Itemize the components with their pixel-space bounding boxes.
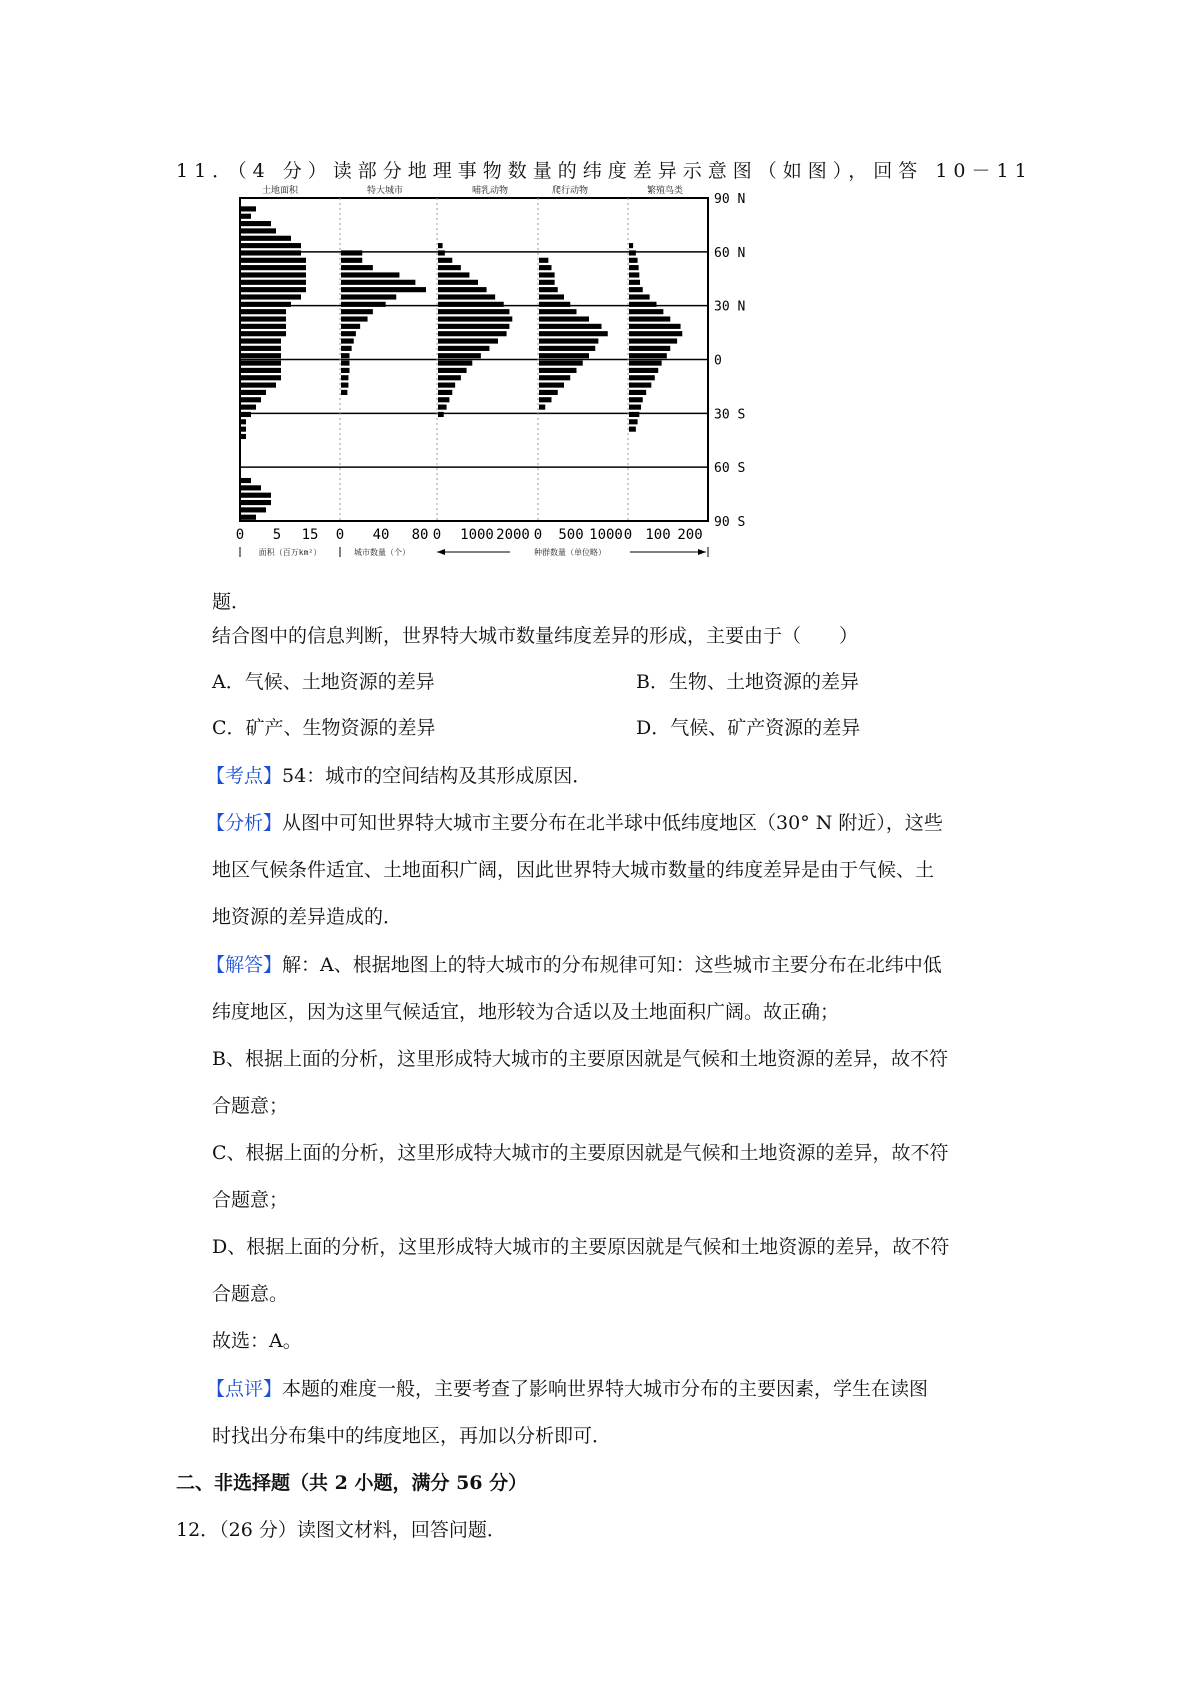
latitude-distribution-figure xyxy=(235,186,760,558)
bar xyxy=(341,368,350,373)
bar xyxy=(241,478,251,483)
bar xyxy=(241,390,266,395)
tick-label: 1000 xyxy=(460,527,494,543)
bar xyxy=(241,287,306,292)
bar xyxy=(629,383,651,388)
bar xyxy=(241,405,256,410)
bar xyxy=(341,361,350,366)
bar xyxy=(629,397,643,402)
bar xyxy=(241,383,276,388)
bar xyxy=(341,265,373,270)
bar xyxy=(539,294,564,299)
bar xyxy=(539,280,555,285)
bar xyxy=(241,500,271,505)
bar xyxy=(241,324,286,329)
bar xyxy=(438,375,461,380)
bar xyxy=(241,338,281,343)
panel-title: 哺乳动物 xyxy=(471,186,509,196)
bar xyxy=(629,258,638,263)
bar xyxy=(629,280,640,285)
bar xyxy=(438,405,447,410)
bar xyxy=(241,507,266,512)
tick-label: 0 xyxy=(432,527,442,543)
unit-arrow-head xyxy=(698,549,706,555)
latitude-label: 0 xyxy=(714,353,722,369)
bar xyxy=(539,361,583,366)
bar xyxy=(539,287,558,292)
bar xyxy=(539,390,558,395)
bar xyxy=(438,265,461,270)
bar xyxy=(629,265,639,270)
kaodian-paragraph xyxy=(206,762,591,790)
dianping-line-2: 时找出分布集中的纬度地区，再加以分析即可． xyxy=(212,1425,612,1447)
fenxi-line-2: 地区气候条件适宜、土地面积广阔，因此世界特大城市数量的纬度差异是由于气候、土 xyxy=(212,859,935,881)
bar xyxy=(539,258,548,263)
question-11-header: 11．（4 分）读部分地理事物数量的纬度差异示意图（如图），回答 10－11 xyxy=(176,160,1033,182)
unit-label: 面积（百万km²） xyxy=(258,548,322,557)
question-11-header-tail: 题． xyxy=(212,591,251,613)
jieda-line-9: 故选：A。 xyxy=(212,1330,302,1352)
bar xyxy=(629,427,636,432)
bar xyxy=(438,272,469,277)
bar xyxy=(241,515,256,520)
bar xyxy=(539,383,564,388)
bar xyxy=(241,493,271,498)
kaodian-tag: 【考点】 xyxy=(206,765,283,787)
bar xyxy=(629,361,662,366)
bar xyxy=(241,214,251,219)
bar xyxy=(539,324,602,329)
option-d: D．气候、矿产资源的差异 xyxy=(636,717,861,739)
dianping-line-1 xyxy=(206,1375,928,1403)
bar xyxy=(241,280,306,285)
bar xyxy=(438,331,507,336)
bar xyxy=(438,390,452,395)
bar xyxy=(629,294,650,299)
jieda-line-4: 合题意； xyxy=(212,1095,289,1117)
bar xyxy=(341,331,356,336)
jieda-line-3: B、根据上面的分析，这里形成特大城市的主要原因就是气候和土地资源的差异，故不符 xyxy=(212,1048,948,1070)
bar xyxy=(341,324,360,329)
bar xyxy=(241,434,246,439)
bar xyxy=(438,338,498,343)
bar xyxy=(241,375,281,380)
fenxi-tag: 【分析】 xyxy=(206,812,283,834)
question-12-header: 12．（26 分）读图文材料，回答问题． xyxy=(176,1519,506,1541)
tick-label: 0 xyxy=(533,527,543,543)
bar xyxy=(341,280,415,285)
bar xyxy=(629,316,670,321)
jieda-line-8: 合题意。 xyxy=(212,1283,289,1305)
bar xyxy=(539,309,577,314)
tick-label: 0 xyxy=(335,527,345,543)
bar xyxy=(539,397,552,402)
bar xyxy=(629,309,663,314)
tick-label: 1000 xyxy=(589,527,623,543)
jieda-line-5: C、根据上面的分析，这里形成特大城市的主要原因就是气候和土地资源的差异，故不符 xyxy=(212,1142,949,1164)
bar xyxy=(341,383,348,388)
jieda-line-2: 纬度地区，因为这里气候适宜，地形较为合适以及土地面积广阔。故正确； xyxy=(212,1001,840,1023)
section-2-heading: 二、非选择题（共 2 小题，满分 56 分） xyxy=(176,1472,528,1494)
bar xyxy=(241,265,306,270)
latitude-label: 60 N xyxy=(714,245,746,261)
bar xyxy=(341,316,368,321)
jieda-line-6: 合题意； xyxy=(212,1189,289,1211)
bar xyxy=(241,236,291,241)
bar xyxy=(241,485,261,490)
bar xyxy=(241,316,286,321)
bar xyxy=(539,375,570,380)
bar xyxy=(629,419,638,424)
bar xyxy=(539,405,545,410)
bar xyxy=(438,324,509,329)
bar xyxy=(629,287,643,292)
bar xyxy=(629,324,681,329)
bar xyxy=(438,361,472,366)
bar xyxy=(629,353,667,358)
bar xyxy=(629,375,655,380)
bar xyxy=(241,361,281,366)
bar xyxy=(241,228,276,233)
panel-title: 土地面积 xyxy=(261,186,299,196)
kaodian-text: 54：城市的空间结构及其形成原因． xyxy=(282,765,592,787)
tick-label: 2000 xyxy=(496,527,530,543)
bar xyxy=(539,353,589,358)
latitude-label: 30 N xyxy=(714,299,746,315)
bar xyxy=(341,294,396,299)
bar xyxy=(438,280,478,285)
bar xyxy=(539,272,555,277)
bar xyxy=(341,258,362,263)
bar xyxy=(241,331,286,336)
unit-arrow-head xyxy=(437,549,445,555)
bar xyxy=(341,346,352,351)
bar xyxy=(241,368,281,373)
panel-title: 爬行动物 xyxy=(551,186,589,196)
jieda-line-7: D、根据上面的分析，这里形成特大城市的主要原因就是气候和土地资源的差异，故不符 xyxy=(212,1236,950,1258)
tick-label: 500 xyxy=(558,527,584,543)
unit-label: 种群数量（单位略） xyxy=(534,548,606,557)
option-a: A．气候、土地资源的差异 xyxy=(212,671,435,693)
option-c: C．矿产、生物资源的差异 xyxy=(212,717,436,739)
bar xyxy=(438,294,495,299)
bar xyxy=(629,243,633,248)
bar xyxy=(341,309,373,314)
bar xyxy=(629,272,639,277)
fenxi-line-1 xyxy=(206,809,943,837)
latitude-label: 90 S xyxy=(714,515,746,530)
bar xyxy=(539,338,598,343)
tick-label: 0 xyxy=(235,527,245,543)
bar xyxy=(241,258,306,263)
bar xyxy=(241,294,301,299)
bar xyxy=(438,258,452,263)
bar xyxy=(438,316,512,321)
bar xyxy=(629,390,646,395)
tick-label: 40 xyxy=(372,527,390,543)
dianping-tag: 【点评】 xyxy=(206,1378,283,1400)
bar xyxy=(241,243,301,248)
bar xyxy=(539,265,552,270)
bar xyxy=(629,368,658,373)
fenxi-line-3: 地资源的差异造成的． xyxy=(212,906,403,928)
bar xyxy=(539,368,577,373)
latitude-label: 30 S xyxy=(714,407,746,423)
tick-label: 100 xyxy=(645,527,671,543)
bar xyxy=(241,221,271,226)
bar xyxy=(341,272,399,277)
bar xyxy=(438,243,443,248)
panel-title: 特大城市 xyxy=(366,186,404,196)
latitude-label: 90 N xyxy=(714,192,746,207)
bar xyxy=(438,346,489,351)
bar xyxy=(241,272,306,277)
question-11-stem: 结合图中的信息判断，世界特大城市数量纬度差异的形成，主要由于（ ） xyxy=(212,625,859,647)
bar xyxy=(629,331,682,336)
tick-label: 5 xyxy=(272,527,282,543)
bar xyxy=(341,353,350,358)
dianping-text: 本题的难度一般，主要考查了影响世界特大城市分布的主要因素，学生在读图 xyxy=(282,1378,929,1400)
bar xyxy=(629,405,641,410)
latitude-label: 60 S xyxy=(714,461,746,477)
unit-label: 城市数量（个） xyxy=(354,548,410,557)
option-b: B．生物、土地资源的差异 xyxy=(636,671,859,693)
bar xyxy=(438,287,487,292)
bar xyxy=(629,338,677,343)
panel-title: 繁殖鸟类 xyxy=(646,186,684,196)
bar xyxy=(241,397,261,402)
tick-label: 15 xyxy=(301,527,319,543)
tick-label: 200 xyxy=(677,527,703,543)
bar xyxy=(539,346,595,351)
bar xyxy=(438,309,509,314)
bar xyxy=(341,375,348,380)
bar xyxy=(241,309,286,314)
fenxi-text: 从图中可知世界特大城市主要分布在北半球中低纬度地区（30° N 附近），这些 xyxy=(282,812,943,834)
tick-label: 0 xyxy=(623,527,633,543)
bar xyxy=(539,316,589,321)
jieda-text: 解：A、根据地图上的特大城市的分布规律可知：这些城市主要分布在北纬中低 xyxy=(282,954,942,976)
jieda-line-1 xyxy=(206,951,942,979)
bar xyxy=(341,338,354,343)
bar xyxy=(438,353,481,358)
bar xyxy=(438,397,449,402)
bar xyxy=(341,390,347,395)
bar xyxy=(438,383,455,388)
bar xyxy=(241,419,246,424)
bar xyxy=(629,346,670,351)
bar xyxy=(539,331,608,336)
bar xyxy=(241,346,281,351)
jieda-tag: 【解答】 xyxy=(206,954,283,976)
tick-label: 80 xyxy=(411,527,429,543)
bar xyxy=(341,287,426,292)
bar xyxy=(241,353,281,358)
bar xyxy=(241,206,256,211)
bar xyxy=(438,368,467,373)
bar xyxy=(241,427,246,432)
